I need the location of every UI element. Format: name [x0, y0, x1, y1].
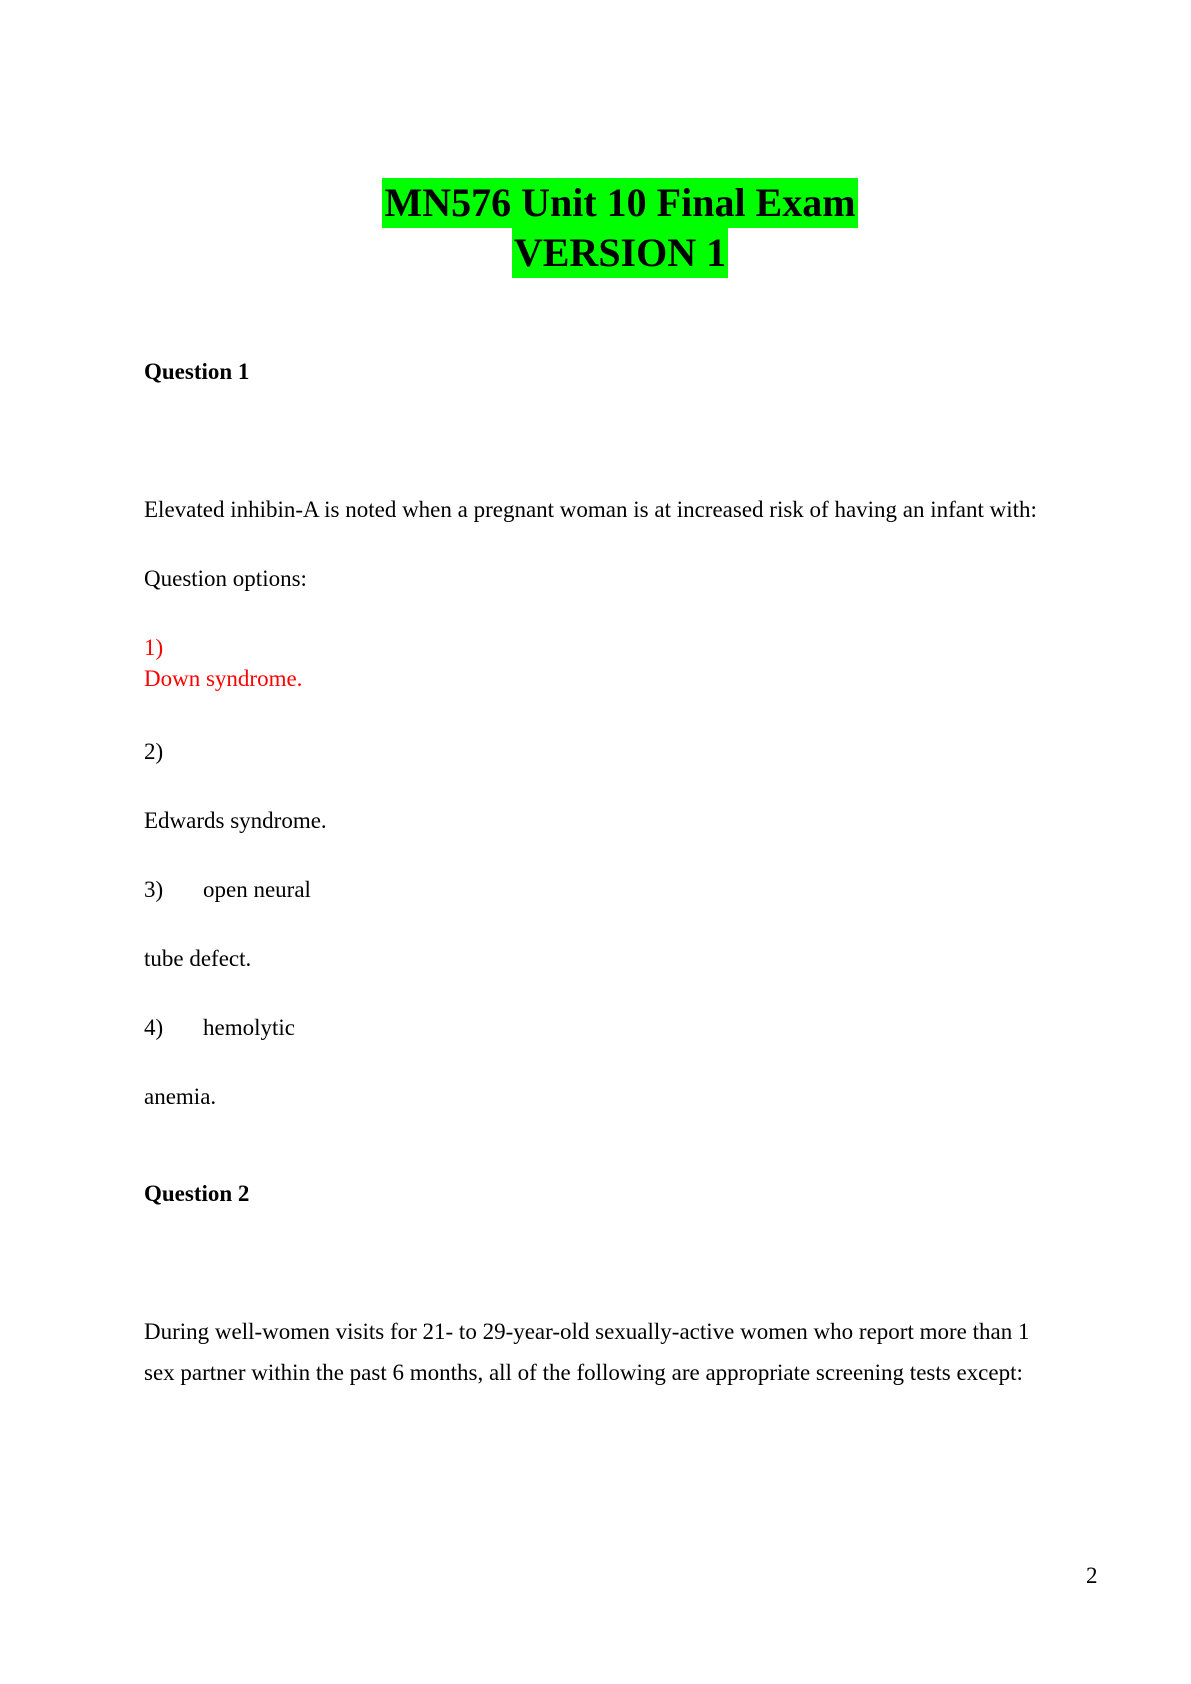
question-2-heading: Question 2	[144, 1181, 250, 1206]
title-line-2: VERSION 1	[512, 228, 728, 278]
option-4-text-a: hemolytic	[203, 1015, 295, 1040]
title-line-1: MN576 Unit 10 Final Exam	[382, 178, 857, 228]
option-3-text-b: tube defect.	[144, 946, 252, 971]
option-1-text: Down syndrome.	[144, 666, 303, 691]
option-2-number: 2)	[144, 739, 164, 764]
question-2-prompt-line-2: sex partner within the past 6 months, all of the following are appropriate screening tests except:	[144, 1360, 1023, 1385]
exam-title	[0, 178, 1191, 278]
option-4-text-b: anemia.	[144, 1084, 217, 1109]
option-3-line	[144, 876, 311, 904]
question-1-heading: Question 1	[144, 359, 250, 384]
question-2-prompt-line-1: During well-women visits for 21- to 29-year-old sexually-active women who report more than 1	[144, 1319, 1030, 1344]
option-3-number: 3)	[144, 877, 164, 902]
option-3-text-a: open neural	[203, 877, 311, 902]
question-1-prompt: Elevated inhibin-A is noted when a pregnant woman is at increased risk of having an infant with:	[144, 497, 1037, 522]
option-1-number: 1)	[144, 635, 164, 660]
option-2-text: Edwards syndrome.	[144, 808, 327, 833]
page-number: 2	[1086, 1563, 1098, 1588]
option-4-number: 4)	[144, 1015, 164, 1040]
question-1-options-label: Question options:	[144, 566, 307, 591]
option-4-line	[144, 1014, 295, 1042]
